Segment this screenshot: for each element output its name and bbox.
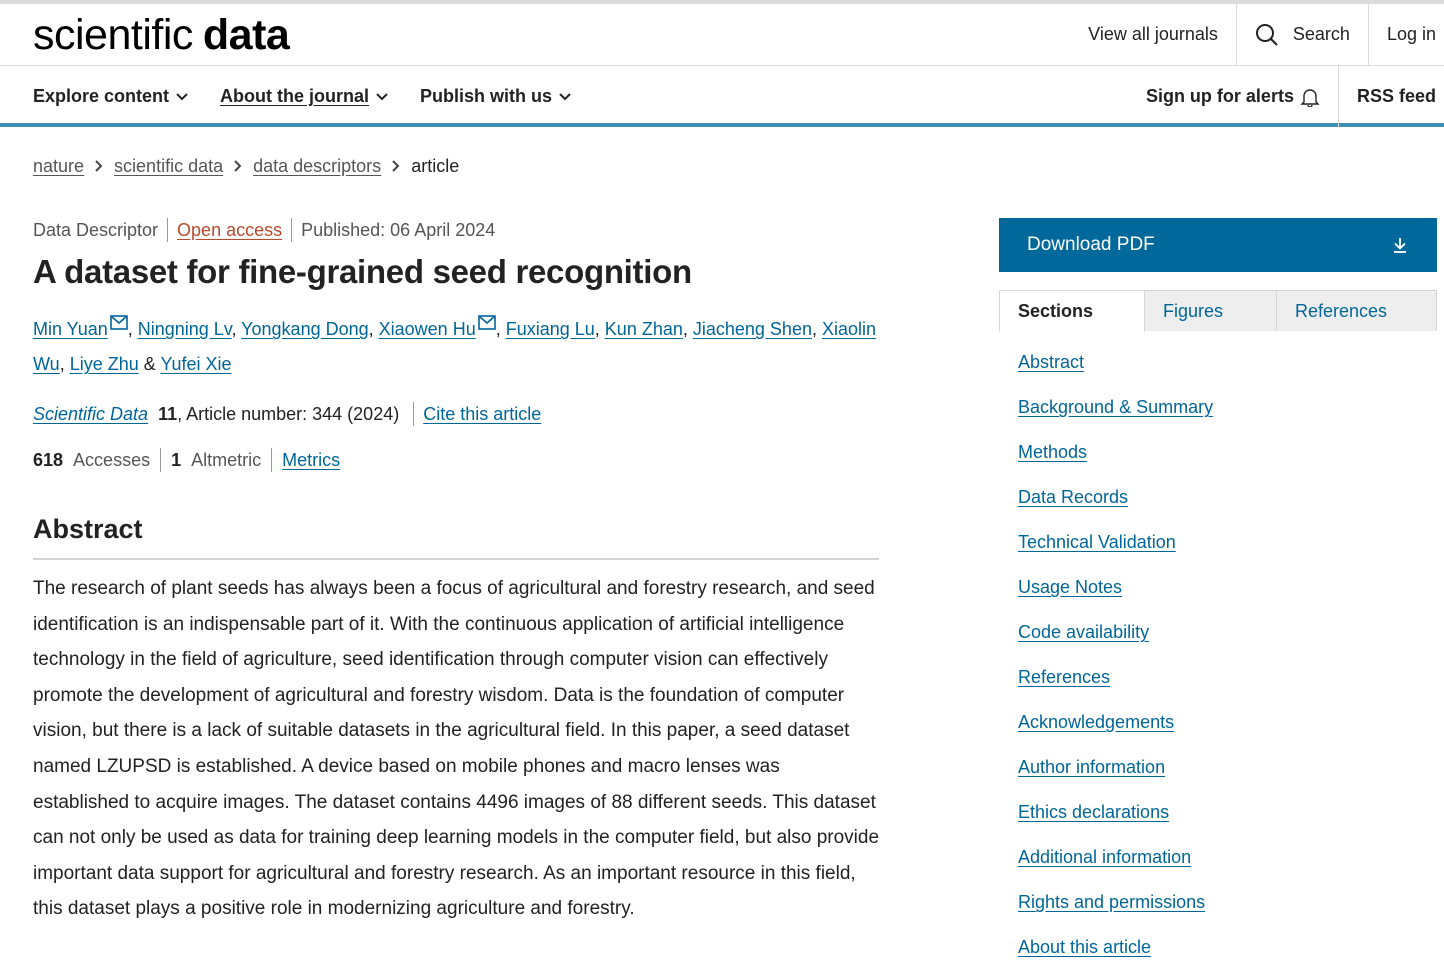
- breadcrumb-current: article: [411, 155, 460, 176]
- chevron-down-icon: [176, 93, 188, 101]
- section-link-abstract[interactable]: Abstract: [1018, 352, 1085, 372]
- author-link[interactable]: Jiacheng Shen: [692, 319, 812, 339]
- chevron-down-icon: [376, 93, 388, 101]
- tab-references[interactable]: References: [1277, 290, 1437, 331]
- metrics-link[interactable]: Metrics: [282, 449, 341, 470]
- logo-text-light: scientific: [33, 11, 193, 59]
- chevron-right-icon: [392, 160, 400, 172]
- search-label: Search: [1292, 24, 1350, 44]
- nav-left: [33, 66, 603, 127]
- nav-right: [1128, 66, 1444, 127]
- search-button[interactable]: [1236, 4, 1368, 65]
- article-title: A dataset for fine-grained seed recognition: [33, 253, 692, 290]
- section-item: [1018, 885, 1213, 930]
- open-access-link[interactable]: Open access: [177, 219, 283, 240]
- volume: 11: [158, 403, 178, 424]
- article-metrics: [33, 446, 340, 474]
- section-link-additional-information[interactable]: Additional information: [1018, 847, 1192, 867]
- view-all-journals-label: View all journals: [1088, 24, 1218, 44]
- section-link-author-information[interactable]: Author information: [1018, 757, 1166, 777]
- envelope-icon[interactable]: [110, 315, 128, 330]
- author-link[interactable]: Xiaowen Hu: [378, 319, 476, 339]
- section-item: [1018, 840, 1213, 885]
- publish-with-us-label: Publish with us: [420, 86, 553, 106]
- cite-this-article-link[interactable]: Cite this article: [423, 403, 542, 424]
- breadcrumb-data-descriptors[interactable]: data descriptors: [253, 155, 382, 176]
- author-link[interactable]: Liye Zhu: [69, 354, 139, 374]
- section-link-acknowledgements[interactable]: Acknowledgements: [1018, 712, 1175, 732]
- about-journal-menu[interactable]: [220, 86, 388, 107]
- author-separator: ,: [127, 319, 138, 339]
- author-link[interactable]: Ningning Lv: [137, 319, 232, 339]
- author-separator: ,: [682, 319, 693, 339]
- section-link-ethics[interactable]: Ethics declarations: [1018, 802, 1170, 822]
- rss-feed-link[interactable]: [1338, 66, 1444, 127]
- section-item: [1018, 705, 1213, 750]
- accesses-label: Accesses: [73, 449, 151, 470]
- main-nav: [0, 66, 1444, 127]
- section-item: [1018, 750, 1213, 795]
- tab-figures[interactable]: Figures: [1145, 290, 1277, 331]
- logo-text-bold: data: [202, 11, 290, 59]
- section-link-rights[interactable]: Rights and permissions: [1018, 892, 1206, 912]
- published-date: Published: 06 April 2024: [301, 219, 496, 240]
- site-header: [0, 4, 1444, 66]
- section-link-code-availability[interactable]: Code availability: [1018, 622, 1150, 642]
- section-link-background[interactable]: Background & Summary: [1018, 397, 1214, 417]
- citation-line: [33, 400, 541, 428]
- abstract-text: The research of plant seeds has always been a focus of agricultural and forestry research, and seed identification is an indispensable part of it. With the continuous application of artificial intelligence technology in the field of agriculture, seed identification through computer vision can effectively promote the development of agricultural and forestry wisdom. Data is the foundation of computer vision, but there is a lack of suitable datasets in the agricultural field. In this paper, a seed dataset named LZUPSD is established. A device based on mobile phones and macro lenses was established to acquire images. The dataset contains 4496 images of 88 different seeds. This dataset can not only be used as data for training deep learning models in the computer field, but also provide important data support for agricultural and forestry research. As an important resource in this field, this dataset plays a positive role in modernizing agriculture and forestry.: [33, 578, 880, 920]
- section-item: [1018, 480, 1213, 525]
- section-item: [1018, 435, 1213, 480]
- section-item: [1018, 795, 1213, 840]
- author-separator: ,: [59, 354, 70, 374]
- author-separator: ,: [368, 319, 379, 339]
- section-item: [1018, 570, 1213, 615]
- divider: [160, 448, 161, 472]
- download-icon: [1393, 237, 1407, 253]
- section-link-methods[interactable]: Methods: [1018, 442, 1088, 462]
- tab-sections[interactable]: Sections: [999, 290, 1145, 332]
- download-pdf-button[interactable]: [999, 218, 1437, 272]
- section-link-about-article[interactable]: About this article: [1018, 937, 1152, 957]
- article-meta: [33, 216, 495, 244]
- article-type: Data Descriptor: [33, 219, 159, 240]
- author-separator: ,: [594, 319, 605, 339]
- author-link[interactable]: Min Yuan: [33, 319, 108, 339]
- chevron-down-icon: [559, 93, 571, 101]
- abstract-heading: Abstract: [33, 514, 879, 560]
- chevron-right-icon: [234, 160, 242, 172]
- section-link-technical-validation[interactable]: Technical Validation: [1018, 532, 1176, 552]
- sidebar-tabs: [999, 290, 1437, 331]
- author-separator: ,: [811, 319, 822, 339]
- author-and: &: [138, 354, 161, 374]
- sections-list: [1018, 345, 1213, 972]
- site-logo[interactable]: [33, 12, 289, 58]
- divider: [167, 218, 168, 242]
- bell-icon: [1300, 87, 1320, 107]
- altmetric-count: 1: [171, 449, 182, 470]
- section-item: [1018, 525, 1213, 570]
- publish-with-us-menu[interactable]: [420, 86, 571, 107]
- view-all-journals-link[interactable]: [1070, 4, 1236, 65]
- search-icon: [1255, 23, 1279, 47]
- author-separator: ,: [495, 319, 506, 339]
- sign-up-alerts-link[interactable]: [1128, 66, 1338, 127]
- header-links: [1070, 4, 1444, 65]
- journal-link[interactable]: Scientific Data: [33, 403, 149, 424]
- section-link-references[interactable]: References: [1018, 667, 1111, 687]
- section-item: [1018, 615, 1213, 660]
- divider: [271, 448, 272, 472]
- section-link-usage-notes[interactable]: Usage Notes: [1018, 577, 1123, 597]
- login-label: Log in: [1386, 24, 1436, 44]
- explore-content-menu[interactable]: [33, 86, 188, 107]
- explore-content-label: Explore content: [33, 86, 170, 106]
- author-link[interactable]: Fuxiang Lu: [505, 319, 595, 339]
- section-link-data-records[interactable]: Data Records: [1018, 487, 1129, 507]
- author-link[interactable]: Yongkang Dong: [241, 319, 369, 339]
- chevron-right-icon: [95, 160, 103, 172]
- author-link[interactable]: Xiaolin Wu: [33, 319, 877, 374]
- section-item: [1018, 390, 1213, 435]
- section-item: [1018, 930, 1213, 972]
- sign-up-alerts-label: Sign up for alerts: [1145, 86, 1294, 106]
- article-number: , Article number: 344 (2024): [177, 403, 400, 424]
- author-separator: ,: [231, 319, 242, 339]
- author-link[interactable]: Yufei Xie: [160, 354, 232, 374]
- breadcrumb-scientific-data[interactable]: scientific data: [114, 155, 224, 176]
- breadcrumb-nature[interactable]: nature: [33, 155, 85, 176]
- divider: [413, 402, 414, 426]
- download-pdf-label: Download PDF: [1027, 234, 1155, 255]
- envelope-icon[interactable]: [478, 315, 496, 330]
- author-link[interactable]: Kun Zhan: [604, 319, 683, 339]
- section-item: [1018, 345, 1213, 390]
- about-journal-label: About the journal: [220, 86, 370, 106]
- altmetric-label: Altmetric: [191, 449, 262, 470]
- rss-feed-label: RSS feed: [1356, 86, 1436, 106]
- login-link[interactable]: [1368, 4, 1444, 65]
- accesses-count: 618: [33, 449, 64, 470]
- author-list: [33, 312, 883, 382]
- section-item: [1018, 660, 1213, 705]
- breadcrumb: [33, 152, 459, 180]
- divider: [291, 218, 292, 242]
